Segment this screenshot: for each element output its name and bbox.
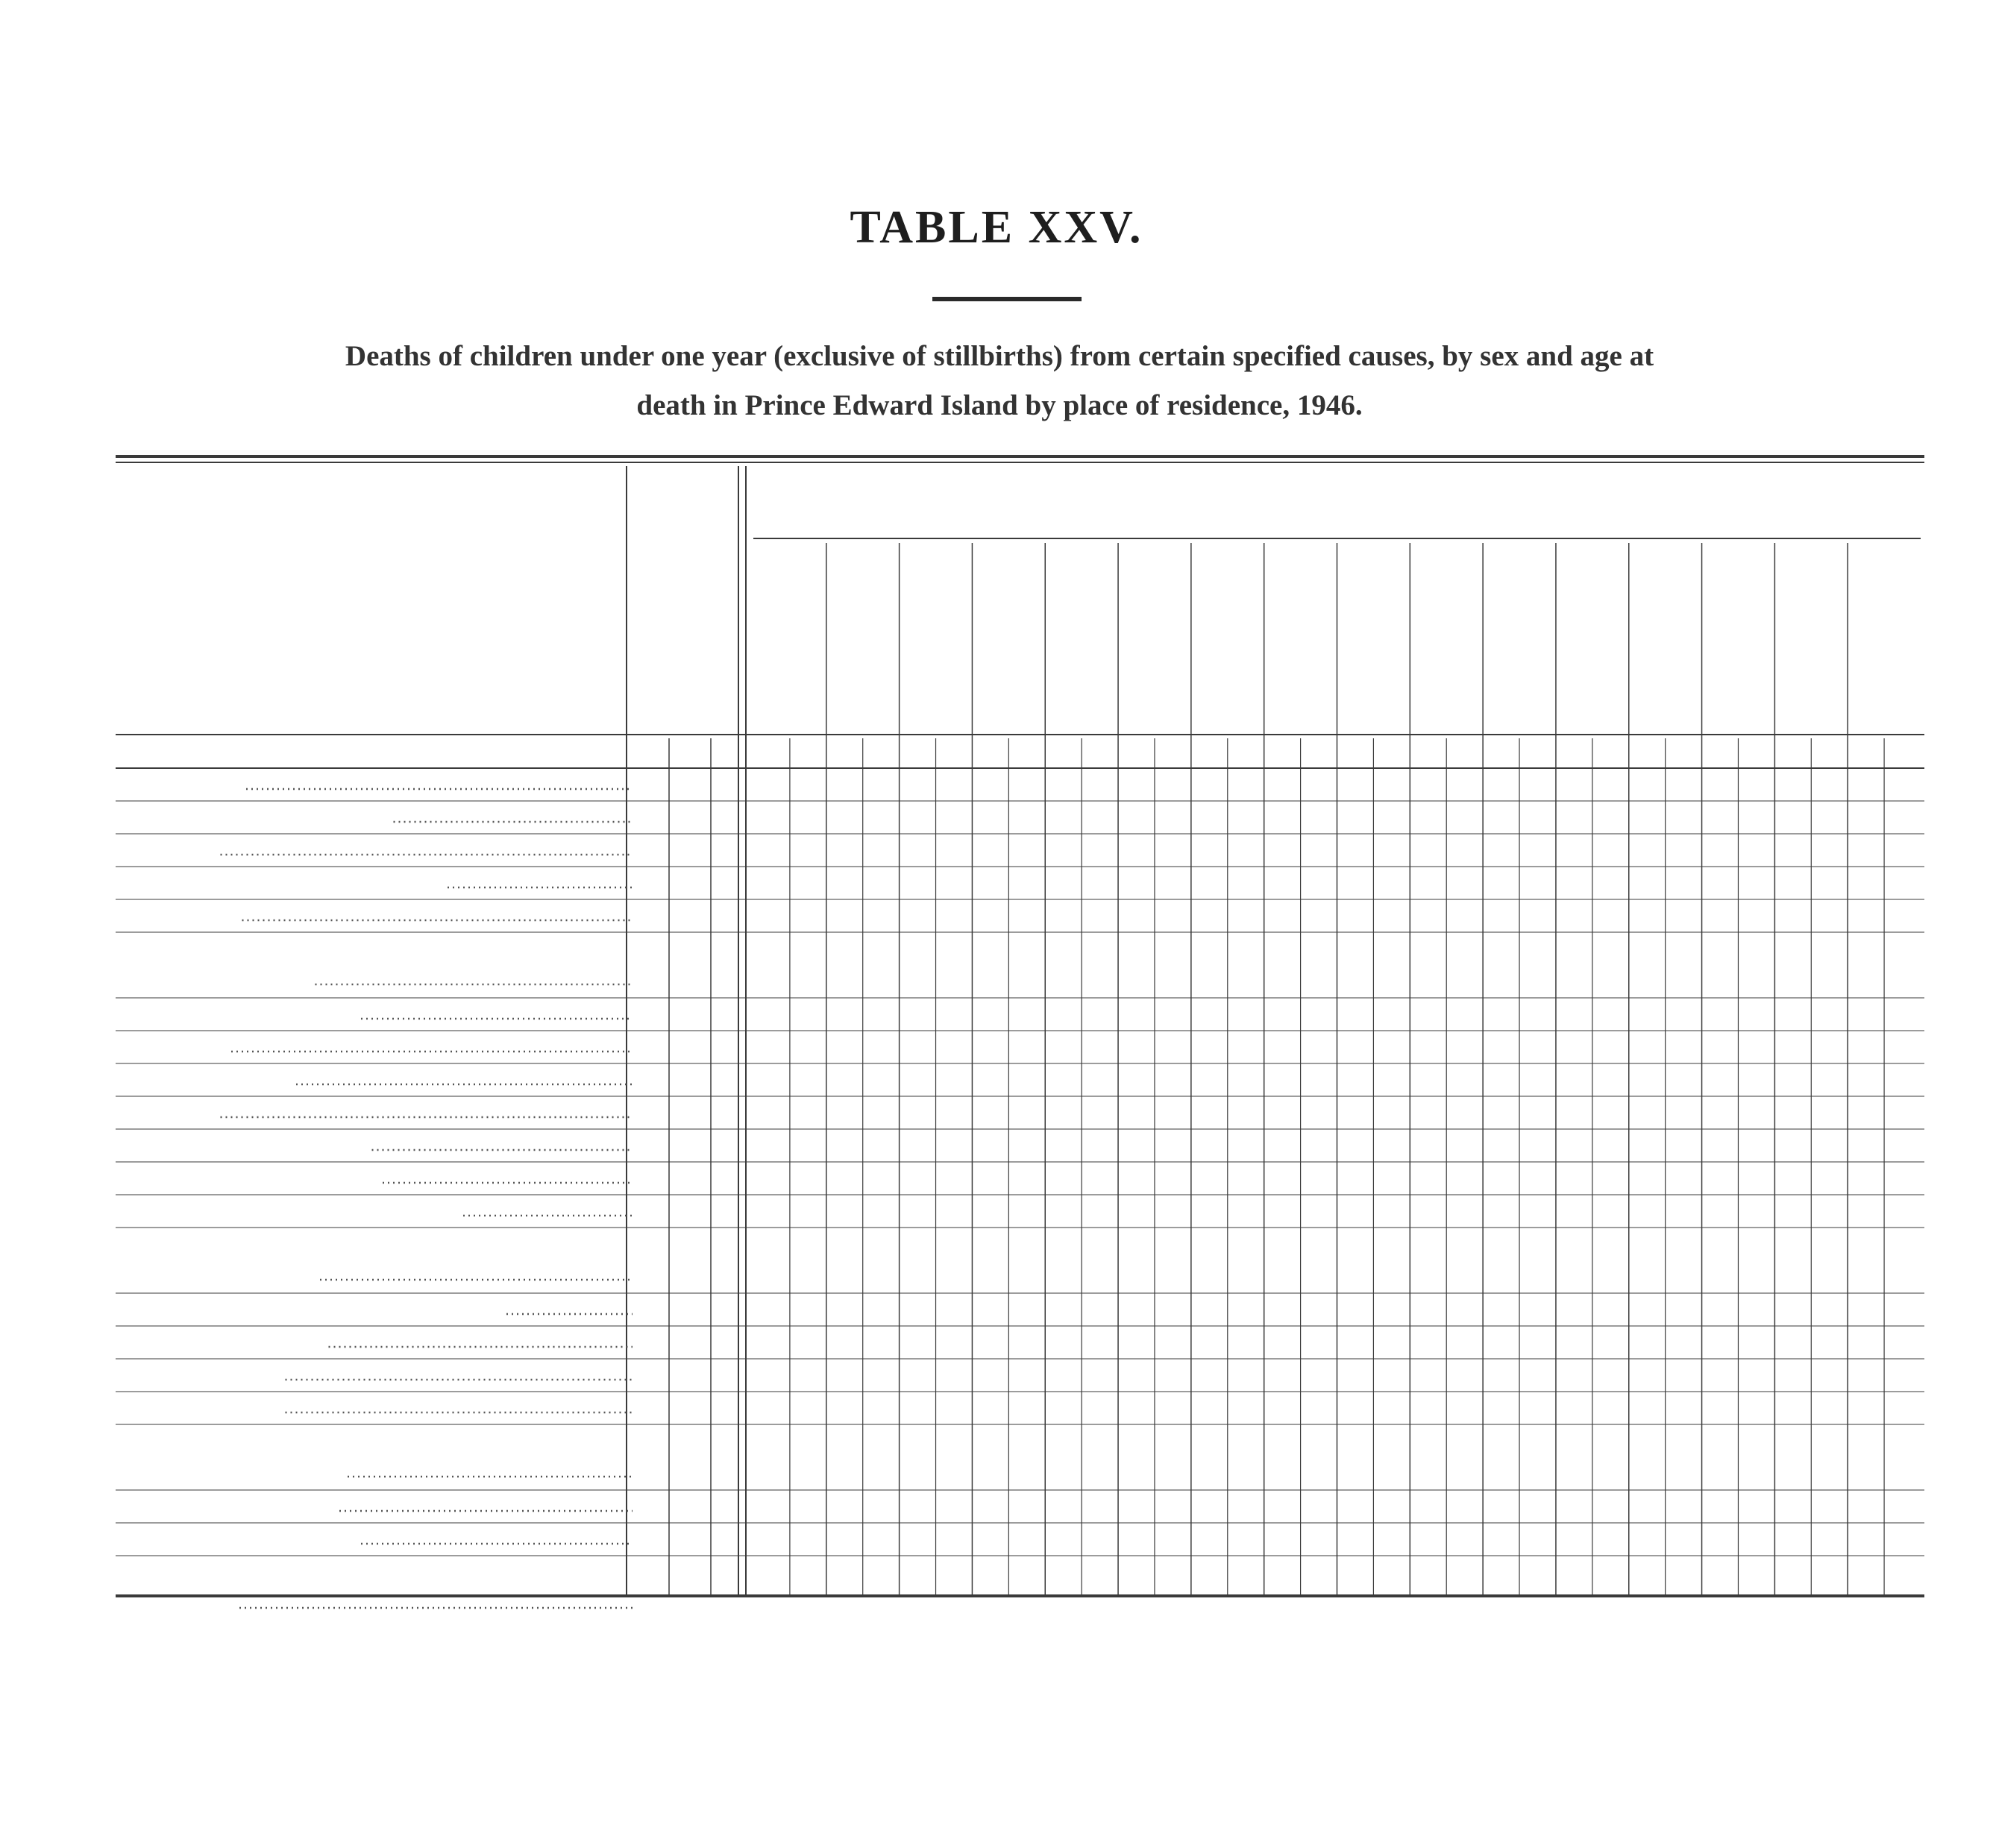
subtitle-line-1: Deaths of children under one year (exclusive of stillbirths) from certain specified causes, by sex and age at [345,340,1654,372]
subtitle-line-2: death in Prince Edward Island by place of residence, 1946. [636,389,1363,421]
table-title: TABLE XXV. [850,202,1143,253]
